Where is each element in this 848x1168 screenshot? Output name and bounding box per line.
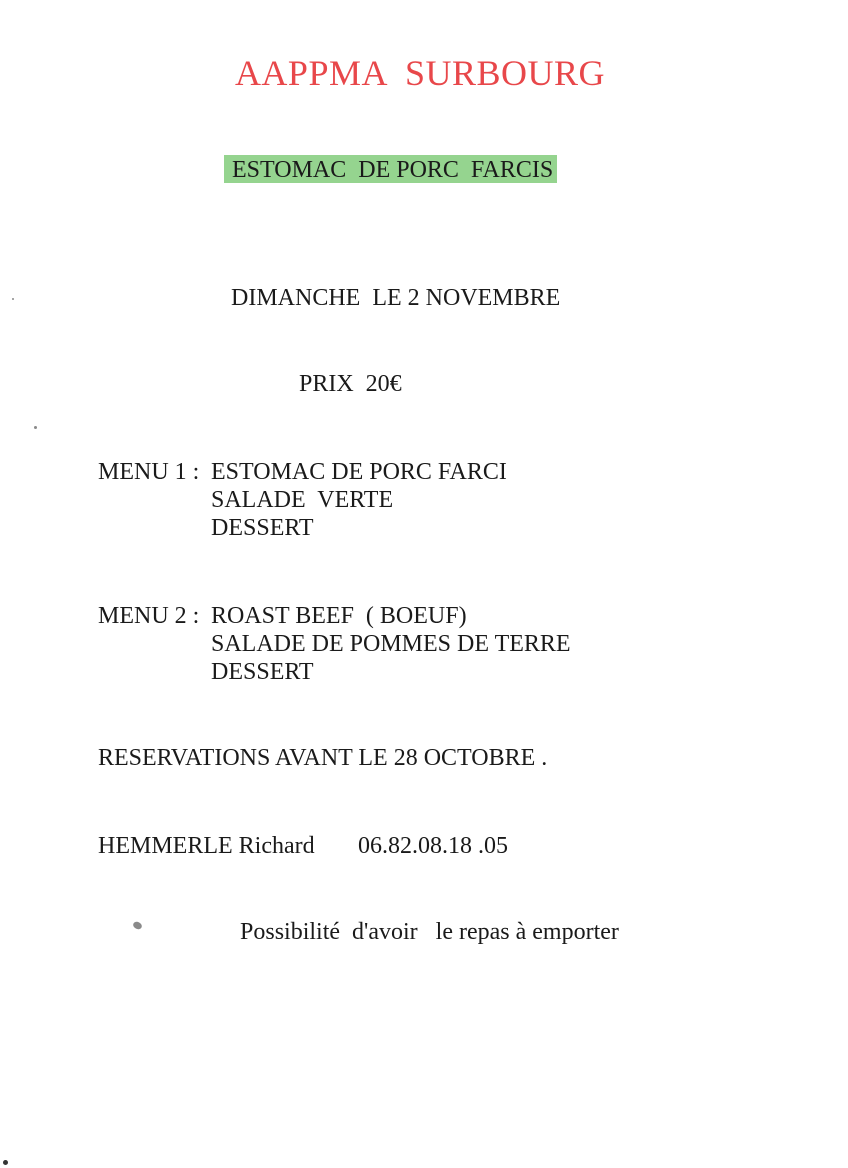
event-date: DIMANCHE LE 2 NOVEMBRE: [231, 285, 561, 311]
menu-1-item: SALADE VERTE: [211, 487, 394, 513]
dish-highlight-heading: ESTOMAC DE PORC FARCIS: [224, 155, 557, 183]
contact-phone: 06.82.08.18 .05: [358, 833, 508, 859]
menu-1-item: DESSERT: [211, 515, 314, 541]
reservation-deadline: RESERVATIONS AVANT LE 28 OCTOBRE .: [98, 745, 548, 771]
takeaway-note: Possibilité d'avoir le repas à emporter: [240, 919, 619, 945]
menu-2-item: SALADE DE POMMES DE TERRE: [211, 631, 571, 657]
contact-name: HEMMERLE Richard: [98, 833, 315, 859]
event-price: PRIX 20€: [299, 371, 402, 397]
scan-speck: [34, 426, 37, 429]
scan-speck: [12, 298, 14, 300]
menu-1-item: ESTOMAC DE PORC FARCI: [211, 459, 507, 485]
scan-speck: [132, 920, 143, 930]
menu-2-label: MENU 2 :: [98, 603, 200, 629]
menu-2-item: DESSERT: [211, 659, 314, 685]
scan-speck: [3, 1160, 8, 1165]
page-title: AAPPMA SURBOURG: [234, 53, 606, 93]
menu-1-label: MENU 1 :: [98, 459, 200, 485]
menu-2-item: ROAST BEEF ( BOEUF): [211, 603, 467, 629]
